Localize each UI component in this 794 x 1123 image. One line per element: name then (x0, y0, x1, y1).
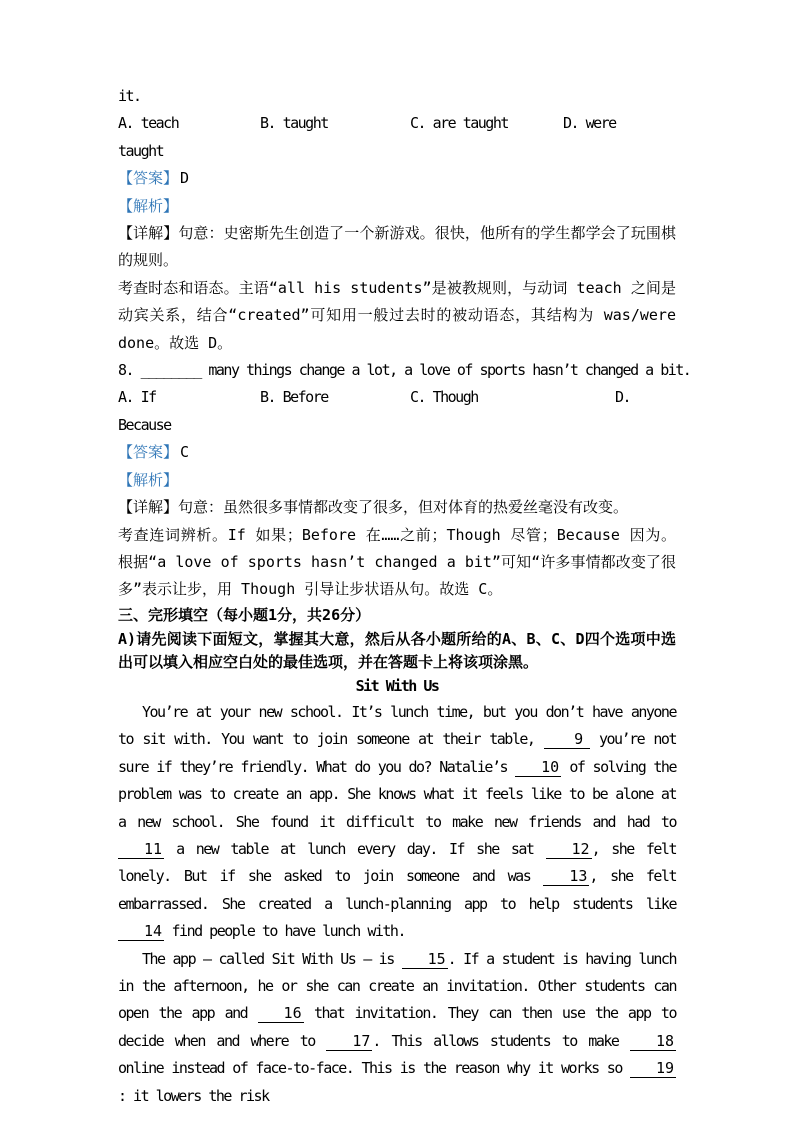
q7-answer-line (118, 165, 676, 192)
passage-title: Sit With Us (355, 677, 439, 696)
cloze-blank: 18 (630, 1033, 676, 1051)
q8-option-a: A. If (118, 388, 156, 407)
q8-option-d: D. (615, 388, 631, 407)
answer-label: 【答案】 (118, 169, 179, 188)
q7-detail-explanation: 【详解】句意：史密斯先生创造了一个新游戏。很快，他所有的学生都学会了玩围棋的规则。 (118, 224, 676, 270)
q8-exam-point: 考查连词辨析。If 如果；Before 在……之前；Though 尽管；Because 因为。根据“a love of sports hasn’t changed a bit”可知“许多事情都改变了很多”表示让步，用 Though 引导让步状语从句。故选 C。 (118, 525, 676, 599)
section3-instructions: A)请先阅读下面短文，掌握其大意，然后从各小题所给的A、B、C、D四个选项中选出可以填入相应空白处的最佳选项，并在答题卡上将该项涂黑。 (118, 629, 676, 672)
cloze-blank: 10 (515, 759, 561, 777)
q8-options-row (118, 384, 676, 411)
q7-option-a: A. teach (118, 114, 179, 133)
q8-option-d-overflow: Because (118, 415, 171, 434)
q7-option-d-overflow: taught (118, 141, 164, 160)
cloze-blank: 16 (258, 1005, 304, 1023)
cloze-blank: 12 (546, 841, 592, 859)
q7-analysis-line (118, 193, 676, 220)
answer-label: 【答案】 (118, 443, 179, 462)
section3-heading: 三、完形填空（每小题1分，共26分） (118, 605, 371, 624)
passage-paragraph-1: You’re at your new school. It’s lunch time, but you don’t have anyone to sit with. You want to join someone at their table, 9 you’re not sure if they’re friendly. What do you do? Natalie’s 10 of solving the problem was to create an app. She knows what it feels like to be alone at a new school. She found it difficult to make new friends and had to 11 a new table at lunch every day. If she sat 12 , she felt lonely. But if she asked to join someone and was 13 , she felt embarrassed. She created a lunch-planning app to help students like 14 find people to have lunch with. (118, 702, 676, 941)
passage-paragraph-2: The app — called Sit With Us — is 15 . If a student is having lunch in the afternoon, he or she can create an invitation. Other students can open the app and 16 that invitation. They can then use the app to decide when and where to 17 . This allows students to make 18 online instead of face-to-face. This is the reason why it works so 19: it lowers the risk (118, 949, 676, 1105)
analysis-label: 【解析】 (118, 470, 179, 489)
q7-answer-value: D (180, 169, 188, 188)
q8-option-b: B. Before (260, 388, 328, 407)
analysis-label: 【解析】 (118, 196, 179, 215)
cloze-blank: 17 (326, 1033, 372, 1051)
q8-answer-value: C (180, 443, 188, 462)
q7-stem-tail: it. (118, 87, 141, 105)
q8-answer-line (118, 439, 676, 466)
cloze-blank: 11 (118, 841, 164, 859)
q8-detail-explanation: 【详解】句意：虽然很多事情都改变了很多，但对体育的热爱丝毫没有改变。 (118, 498, 629, 517)
q7-option-c: C. are taught (410, 114, 508, 133)
q7-exam-point: 考查时态和语态。主语“all his students”是被教规则，与动词 teach 之间是动宾关系，结合“created”可知用一般过去时的被动语态，其结构为 was/were done。故选 D。 (118, 278, 676, 352)
q7-options-row (118, 110, 676, 137)
q8-analysis-line (118, 467, 676, 494)
q8-option-c: C. Though (410, 388, 478, 407)
cloze-blank: 19 (630, 1060, 676, 1078)
cloze-blank: 15 (402, 951, 448, 969)
q8-stem: 8. ________ many things change a lot, a love of sports hasn’t changed a bit. (118, 361, 691, 380)
q7-option-d: D. were (563, 114, 616, 133)
cloze-blank: 9 (544, 731, 590, 749)
cloze-blank: 14 (118, 923, 164, 941)
q7-option-b: B. taught (260, 114, 328, 133)
cloze-blank: 13 (543, 868, 589, 886)
